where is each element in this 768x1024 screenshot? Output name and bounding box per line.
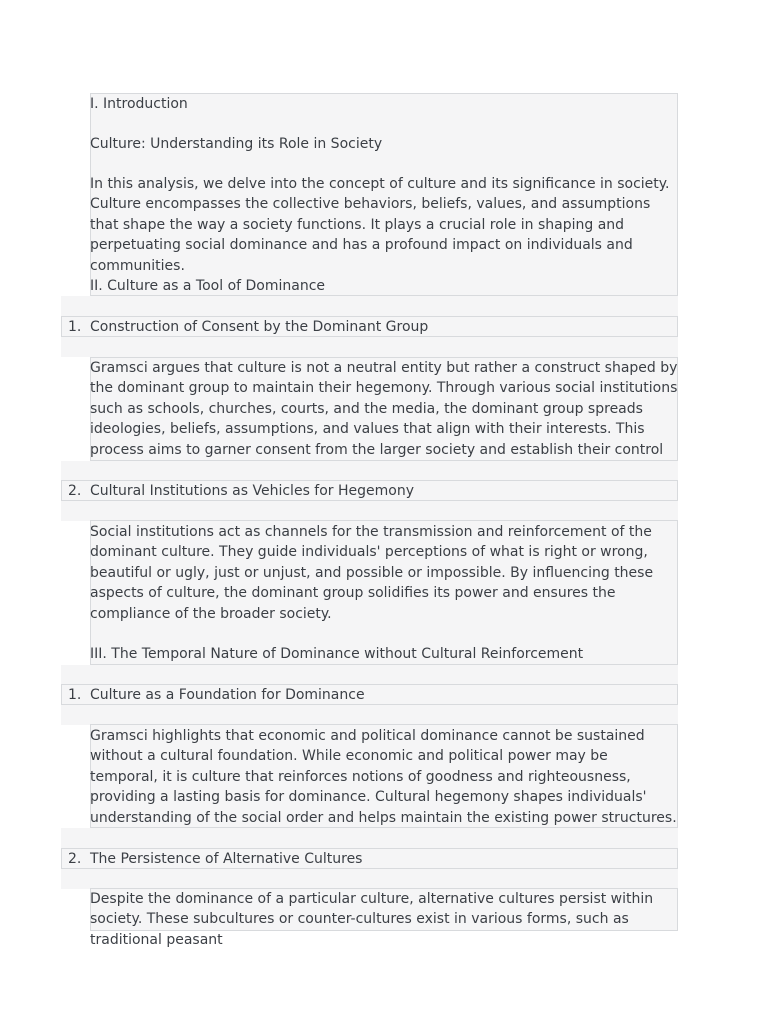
list-item-title: Construction of Consent by the Dominant Group: [90, 319, 429, 335]
list-item-paragraph: Despite the dominance of a particular culture, alternative cultures persist within society. These subcultures or counter-cultures exist in various forms, such as traditional peasant: [90, 891, 654, 948]
spacer-band: [61, 501, 678, 521]
spacer-band: [61, 828, 678, 848]
list-item-paragraph: Social institutions act as channels for the transmission and reinforcement of the dominant culture. They guide individuals' perceptions of what is right or wrong, beautiful or ugly, just or unjust, and possible or impossible. By influencing these aspects of culture, the dominant group solidifies its power and ensures the compliance of the broader society.: [90, 524, 654, 622]
list-item-title: The Persistence of Alternative Cultures: [90, 851, 363, 867]
list-item-paragraph: Gramsci highlights that economic and political dominance cannot be sustained without a cultural foundation. While economic and political power may be temporal, it is culture that reinforces notions of goodness and righteousness, providing a lasting basis for dominance. Cultural hegemony shapes individuals' understanding of the social order and helps maintain the existing power structures.: [90, 728, 677, 826]
list-item-number: 2.: [68, 483, 82, 499]
section2-heading: II. Culture as a Tool of Dominance: [90, 278, 326, 294]
list-item: [61, 480, 678, 501]
list-item: [61, 684, 678, 705]
section3-heading: III. The Temporal Nature of Dominance without Cultural Reinforcement: [90, 646, 584, 662]
list-item: [61, 316, 678, 337]
spacer-band: [61, 337, 678, 357]
spacer-band: [61, 705, 678, 725]
list-item-number: 2.: [68, 851, 82, 867]
spacer-band: [61, 296, 678, 316]
list-item-paragraph: Gramsci argues that culture is not a neutral entity but rather a construct shaped by the dominant group to maintain their hegemony. Through various social institutions such as schools, churches, courts, and the media, the dominant group spreads ideologies, beliefs, assumptions, and values that align with their interests. This process aims to garner consent from the larger society and establish their control: [90, 360, 678, 458]
spacer-band: [61, 461, 678, 481]
intro-paragraph: In this analysis, we delve into the concept of culture and its significance in society. Culture encompasses the collective behaviors, beliefs, values, and assumptions that shape the way a society functions. It plays a crucial role in shaping and perpetuating social dominance and has a profound impact on individuals and communities.: [90, 176, 670, 274]
list-item: [61, 848, 678, 869]
list-item-title: Culture as a Foundation for Dominance: [90, 687, 365, 703]
intro-subheading: Culture: Understanding its Role in Society: [90, 136, 383, 152]
list-item-title: Cultural Institutions as Vehicles for Hegemony: [90, 483, 415, 499]
list-item-number: 1.: [68, 687, 82, 703]
intro-heading: I. Introduction: [90, 96, 188, 112]
list-item-number: 1.: [68, 319, 82, 335]
spacer-band: [61, 869, 678, 889]
spacer-band: [61, 665, 678, 685]
